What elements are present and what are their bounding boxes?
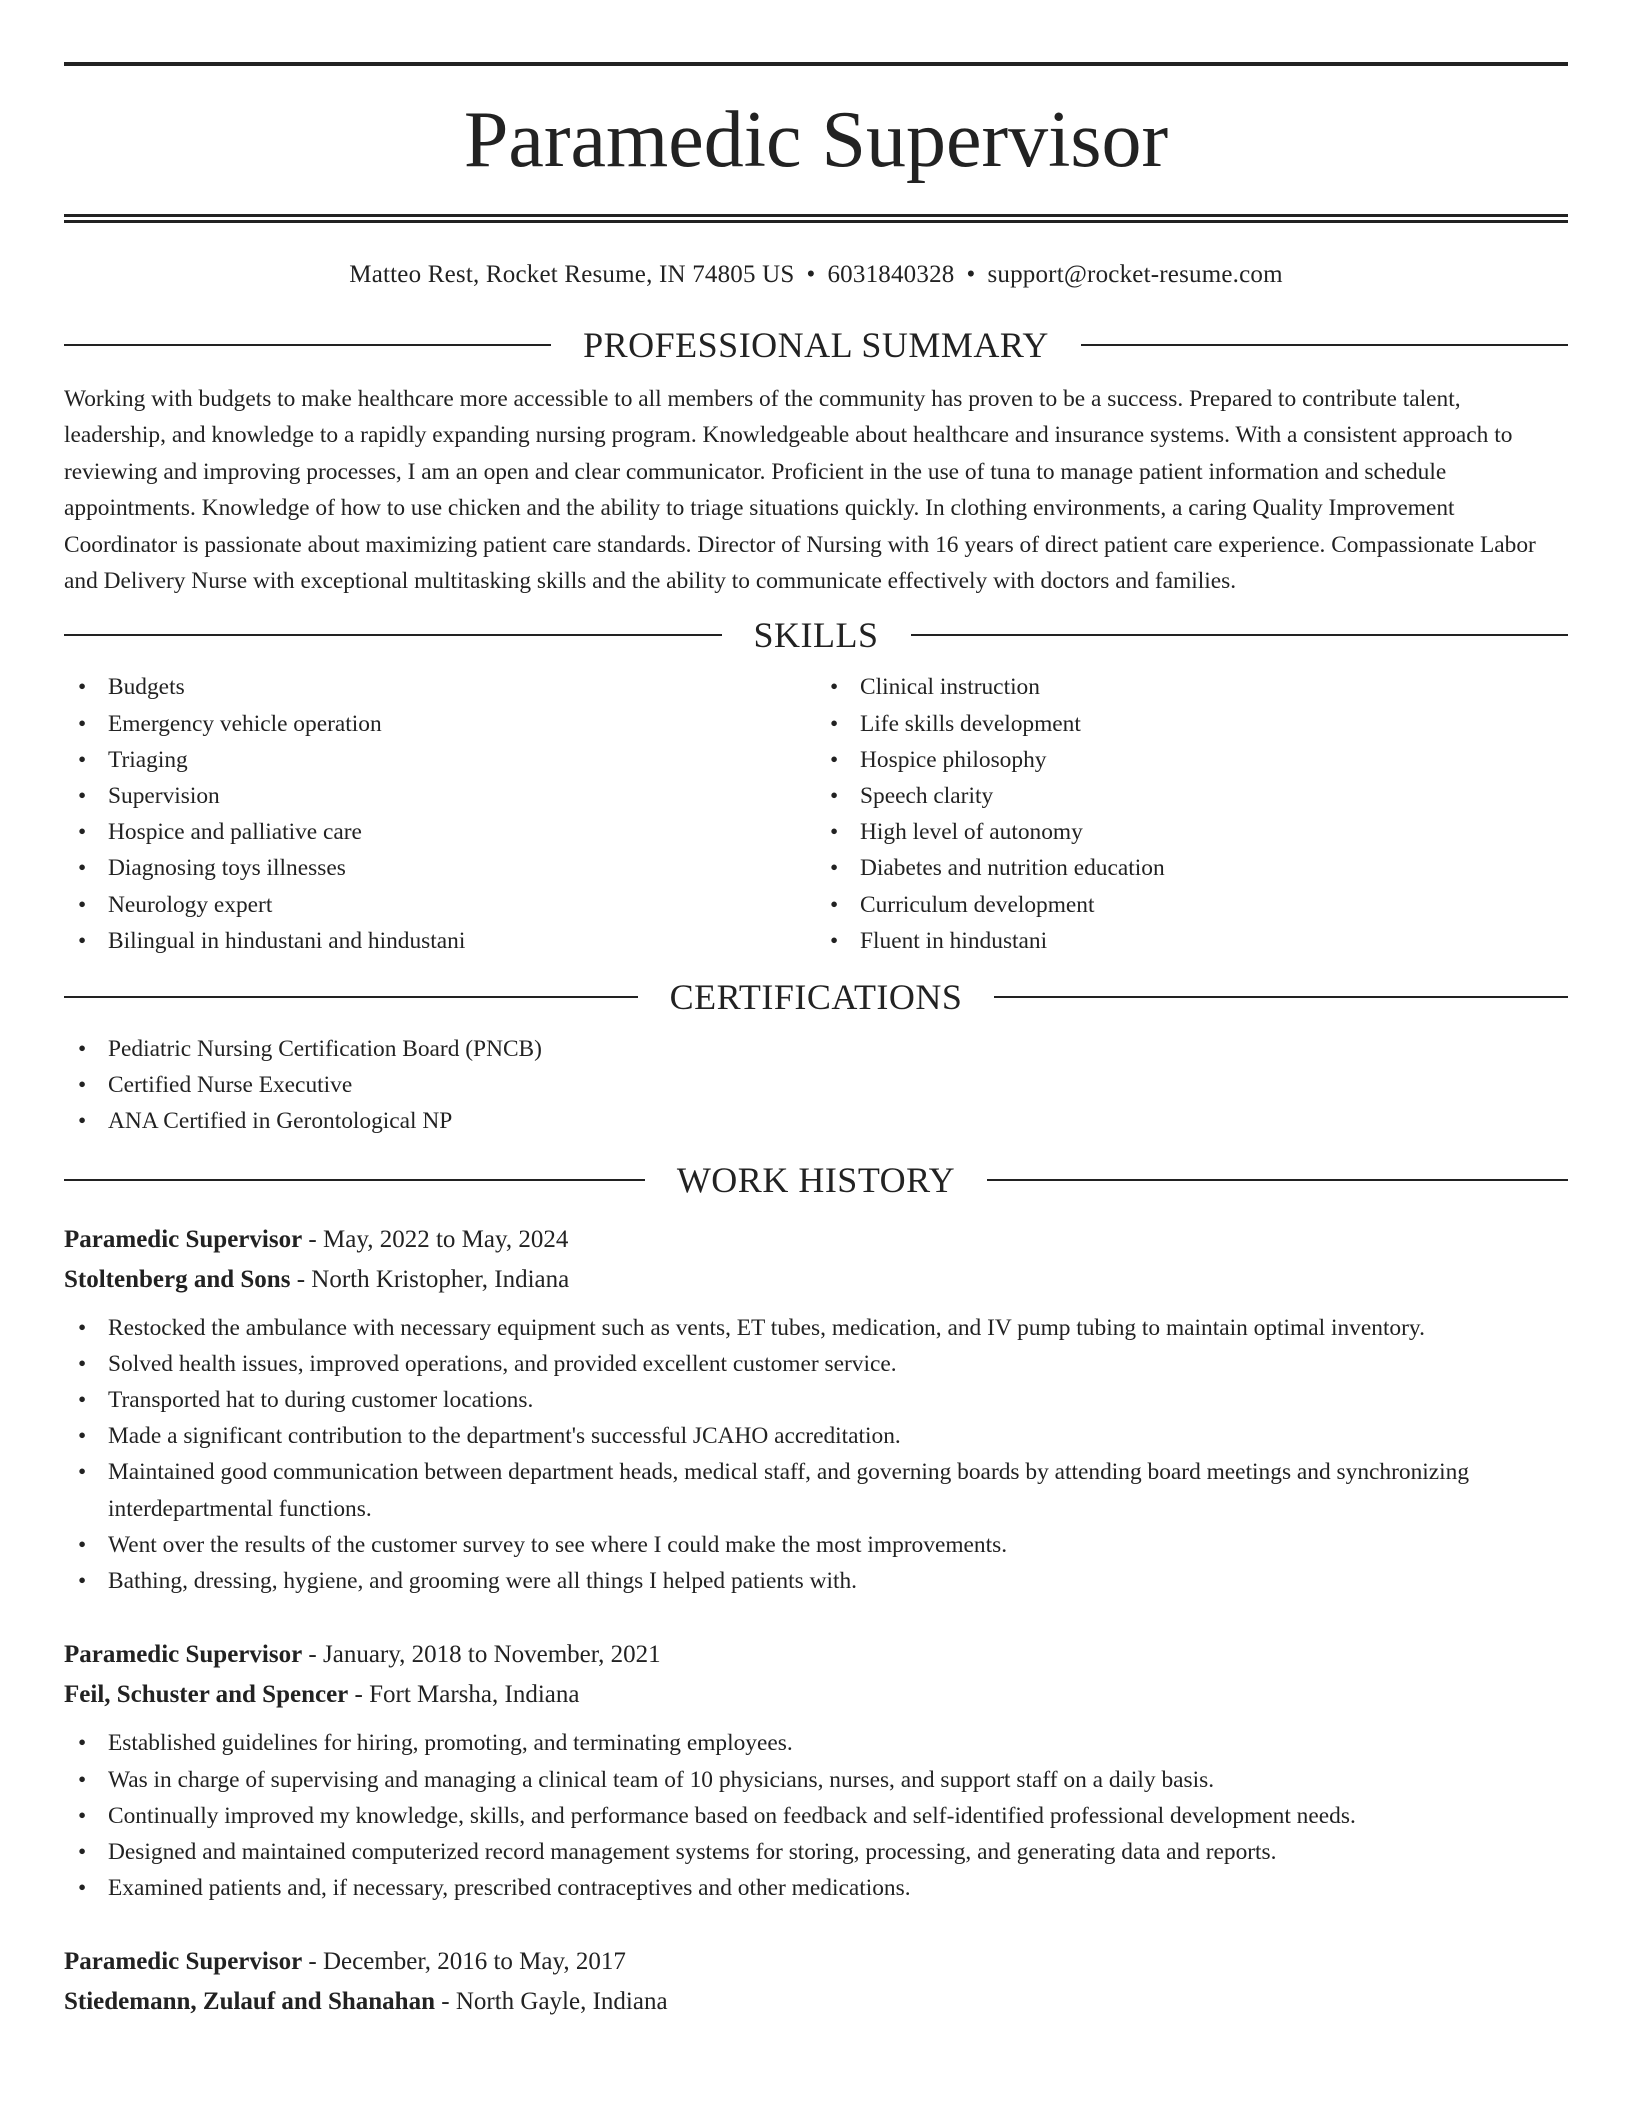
list-item: • Fluent in hindustani — [816, 923, 1568, 959]
section-rule — [987, 1179, 1568, 1181]
list-item: • Diabetes and nutrition education — [816, 850, 1568, 886]
contact-address: Matteo Rest, Rocket Resume, IN 74805 US — [349, 261, 795, 288]
list-item: • Made a significant contribution to the department's successful JCAHO accreditation. — [64, 1418, 1568, 1454]
job-bullets — [64, 1310, 1568, 1600]
skills-list — [64, 669, 1568, 959]
job-company: Stiedemann, Zulauf and Shanahan — [64, 1988, 435, 2016]
job-company-line — [64, 1982, 1568, 2022]
job-company: Stoltenberg and Sons — [64, 1265, 291, 1293]
contact-line — [64, 261, 1568, 289]
section-rule — [994, 996, 1568, 998]
job-company: Feil, Schuster and Spencer — [64, 1681, 349, 1709]
job-title-line — [64, 1635, 1568, 1675]
section-header-skills — [64, 613, 1568, 657]
list-item: • Emergency vehicle operation — [64, 706, 816, 742]
section-header-work-history — [64, 1158, 1568, 1202]
list-item: • Diagnosing toys illnesses — [64, 850, 816, 886]
list-item: • Designed and maintained computerized record management systems for storing, processing, and generating data and reports. — [64, 1834, 1568, 1870]
contact-email: support@rocket-resume.com — [987, 261, 1283, 288]
job-dash: - — [290, 1265, 312, 1293]
list-item: • Curriculum development — [816, 887, 1568, 923]
list-item: • Went over the results of the customer survey to see where I could make the most improvements. — [64, 1527, 1568, 1563]
job-title: Paramedic Supervisor — [64, 1225, 303, 1253]
list-item: • Life skills development — [816, 706, 1568, 742]
section-title: WORK HISTORY — [676, 1159, 956, 1200]
list-item: • Continually improved my knowledge, skills, and performance based on feedback and self-identified professional development needs. — [64, 1798, 1568, 1834]
job-company-line — [64, 1675, 1568, 1715]
work-history-list — [64, 1220, 1568, 2023]
contact-phone: 6031840328 — [827, 261, 955, 288]
list-item: • Established guidelines for hiring, promoting, and terminating employees. — [64, 1725, 1568, 1761]
job-entry — [64, 1635, 1568, 1906]
list-item: • Restocked the ambulance with necessary equipment such as vents, ET tubes, medication, and IV pump tubing to maintain optimal inventory. — [64, 1310, 1568, 1346]
list-item: • Examined patients and, if necessary, prescribed contraceptives and other medications. — [64, 1870, 1568, 1906]
list-item: • Neurology expert — [64, 887, 816, 923]
job-title-line — [64, 1942, 1568, 1982]
job-dash: - — [348, 1681, 370, 1709]
job-bullets — [64, 1725, 1568, 1906]
section-rule — [1081, 344, 1568, 346]
section-header-summary — [64, 323, 1568, 367]
list-item: • Bilingual in hindustani and hindustani — [64, 923, 816, 959]
job-title-line — [64, 1220, 1568, 1260]
list-item: • Budgets — [64, 669, 816, 705]
job-title: Paramedic Supervisor — [64, 1948, 303, 1976]
contact-separator: • — [966, 261, 976, 288]
list-item: • Certified Nurse Executive — [64, 1067, 1568, 1103]
job-location: Fort Marsha, Indiana — [369, 1681, 580, 1709]
list-item: • Speech clarity — [816, 778, 1568, 814]
list-item: • Was in charge of supervising and managing a clinical team of 10 physicians, nurses, and support staff on a daily basis. — [64, 1762, 1568, 1798]
list-item: • Hospice and palliative care — [64, 814, 816, 850]
summary-text: Working with budgets to make healthcare more accessible to all members of the community has proven to be a success. Prepared to contribute talent, leadership, and knowledge to a rapidly expanding nursing program. Knowledgeable about healthcare and insurance systems. With a consistent approach to reviewing and improving processes, I am an open and clear communicator. Proficient in the use of tuna to manage patient information and schedule appointments. Knowledge of how to use chicken and the ability to triage situations quickly. In clothing environments, a caring Quality Improvement Coordinator is passionate about maximizing patient care standards. Director of Nursing with 16 years of direct patient care experience. Compassionate Labor and Delivery Nurse with exceptional multitasking skills and the ability to communicate effectively with doctors and families. — [64, 386, 1536, 595]
job-title: Paramedic Supervisor — [64, 1641, 303, 1669]
job-entry — [64, 1942, 1568, 2022]
job-location: North Kristopher, Indiana — [311, 1265, 570, 1293]
list-item: • Solved health issues, improved operations, and provided excellent customer service. — [64, 1346, 1568, 1382]
job-dash: - — [302, 1225, 323, 1253]
section-rule — [911, 634, 1569, 636]
list-item: • Hospice philosophy — [816, 742, 1568, 778]
job-dash: - — [434, 1988, 456, 2016]
job-dates: May, 2022 to May, 2024 — [323, 1225, 569, 1253]
skills-column-left — [64, 669, 816, 959]
list-item: • ANA Certified in Gerontological NP — [64, 1103, 1568, 1139]
section-rule — [64, 634, 722, 636]
title-double-rule — [64, 214, 1568, 223]
list-item: • Transported hat to during customer locations. — [64, 1382, 1568, 1418]
section-rule — [64, 1179, 645, 1181]
job-company-line — [64, 1260, 1568, 1300]
page-title: Paramedic Supervisor — [463, 96, 1169, 184]
certifications-list — [64, 1031, 1568, 1140]
list-item: • Triaging — [64, 742, 816, 778]
section-title: PROFESSIONAL SUMMARY — [583, 325, 1049, 365]
section-rule — [64, 344, 551, 346]
section-title: SKILLS — [753, 615, 879, 656]
section-title: CERTIFICATIONS — [669, 977, 963, 1018]
job-location: North Gayle, Indiana — [455, 1988, 668, 2016]
job-dates: January, 2018 to November, 2021 — [323, 1641, 661, 1669]
top-rule — [64, 62, 1568, 66]
list-item: • Bathing, dressing, hygiene, and grooming were all things I helped patients with. — [64, 1563, 1568, 1599]
section-header-certifications — [64, 975, 1568, 1019]
job-dash: - — [302, 1948, 323, 1976]
contact-separator: • — [806, 261, 816, 288]
skills-column-right — [816, 669, 1568, 959]
job-entry — [64, 1220, 1568, 1600]
job-dash: - — [302, 1641, 323, 1669]
list-item: • Clinical instruction — [816, 669, 1568, 705]
list-item: • Maintained good communication between department heads, medical staff, and governing boards by attending board meetings and synchronizing interdepartmental functions. — [64, 1454, 1568, 1526]
section-rule — [64, 996, 638, 998]
job-dates: December, 2016 to May, 2017 — [323, 1948, 626, 1976]
list-item: • Pediatric Nursing Certification Board (PNCB) — [64, 1031, 1568, 1067]
list-item: • Supervision — [64, 778, 816, 814]
list-item: • High level of autonomy — [816, 814, 1568, 850]
